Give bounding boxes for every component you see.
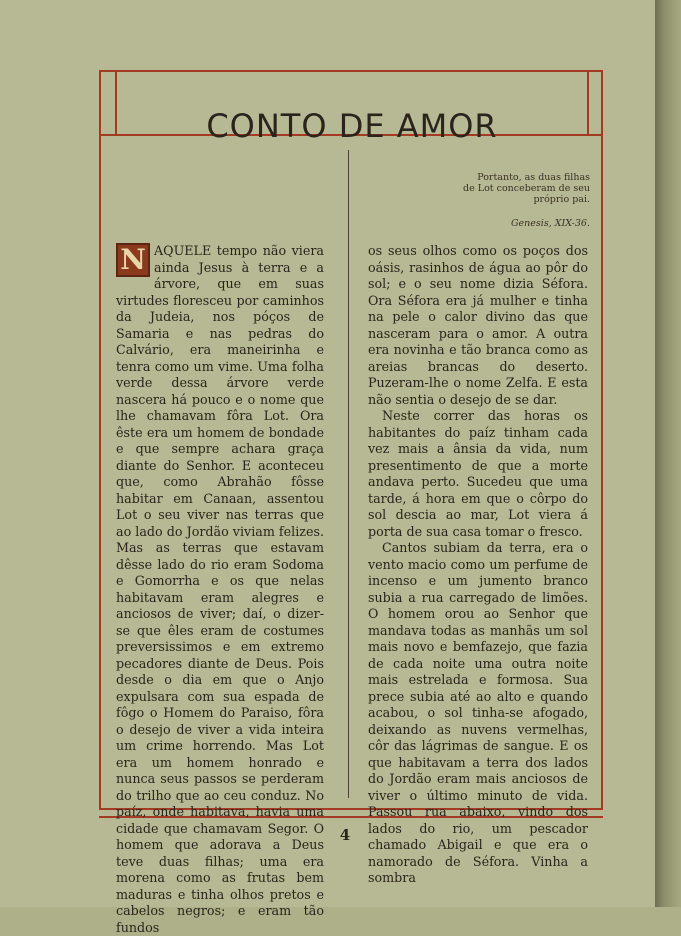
column-divider [348, 150, 349, 798]
epigraph-line: Portanto, as duas filhas [477, 172, 590, 183]
frame-inner-line-right [587, 70, 589, 134]
right-paragraph: Cantos subiam da terra, era o vento macio como um perfume de incenso e um jumento branco subia a rua carregado de limões. O homem orou ao Senhor que mandava todas as manhãs um sol mais novo e bemfazejo, que fazia de cada noite uma outra noite mais estrelada e formosa. Sua prece subia até ao alto e quando acabou, o sol tinha-se afogado, deixando as nuvens vermelhas, côr das lágrimas de sangue. E os que habitavam a terra dos lados do Jordão eram mais anciosos de viver o último minuto de vida. Passou rua abaixo, vindo dos lados do rio, um pescador chamado Abigail e que era o namorado de Séfora. Vinha a sombra [368, 540, 588, 885]
left-paragraph [116, 243, 324, 936]
story-title: CONTO DE AMOR [206, 107, 498, 146]
left-column [116, 243, 324, 936]
page-number: 4 [339, 826, 351, 844]
left-column-text: tempo não viera ainda Jesus à terra e a árvore, que em suas virtudes floresceu por caminhos da Judeia, nos póços de Samaria e nas pedras do Calvário, era maneirinha e tenra como um vime. Uma folha verde dessa árvore verde nascera há pouco e o nome que lhe chamavam fôra Lot. Ora êste era um homem de bondade e que sempre achara graça diante do Senhor. E aconteceu que, como Abrahão fôsse habitar em Canaan, assentou Lot o seu viver nas terras que ao lado do Jordão viviam felizes. Mas as terras que estavam dêsse lado do rio eram Sodoma e Gomorrha e os que nelas habitavam eram alegres e anciosos de viver; daí, o dizer-se que êles eram de costumes preversissimos e em extremo pecadores diante de Deus. Pois desde o dia em que o Anjo expulsara com sua espada de fôgo o Homem do Paraiso, fôra o desejo de viver a vida inteira um crime horrendo. Mas Lot era um homem honrado e nunca seus passos se perderam do trilho que ao ceu conduz. No paíz, onde habitava, havia uma cidade que chamavam Segor. O homem que adorava a Deus teve duas filhas; uma era morena como as frutas bem maduras e tinha olhos pretos e cabelos negros; e eram tão fundos [116, 243, 324, 935]
epigraph-line: de Lot conceberam de seu [463, 183, 590, 194]
right-paragraph: os seus olhos como os poços dos oásis, rasinhos de água ao pôr do sol; e o seu nome dizia Séfora. Ora Séfora era já mulher e tinha na pele o calor divino das que nasceram para o amor. A outra era novinha e tão branca como as areias brancas do deserto. Puzeram-lhe o nome Zelfa. E esta não sentia o desejo de se dar. [368, 243, 588, 407]
right-paragraph: Neste correr das horas os habitantes do paíz tinham cada vez mais a ânsia da vida, num presentimento de que a morte andava perto. Sucedeu que uma tarde, á hora em que o côrpo do sol descia ao mar, Lot viera á porta de sua casa tomar o fresco. [368, 408, 588, 539]
dropcap: N [116, 243, 150, 277]
epigraph-line: próprio pai. [533, 194, 590, 205]
epigraph [390, 172, 590, 229]
first-word: AQUELE [154, 243, 212, 258]
epigraph-reference: Genesis, XIX-36. [510, 218, 590, 229]
right-column [368, 243, 588, 887]
book-spine [655, 0, 681, 907]
